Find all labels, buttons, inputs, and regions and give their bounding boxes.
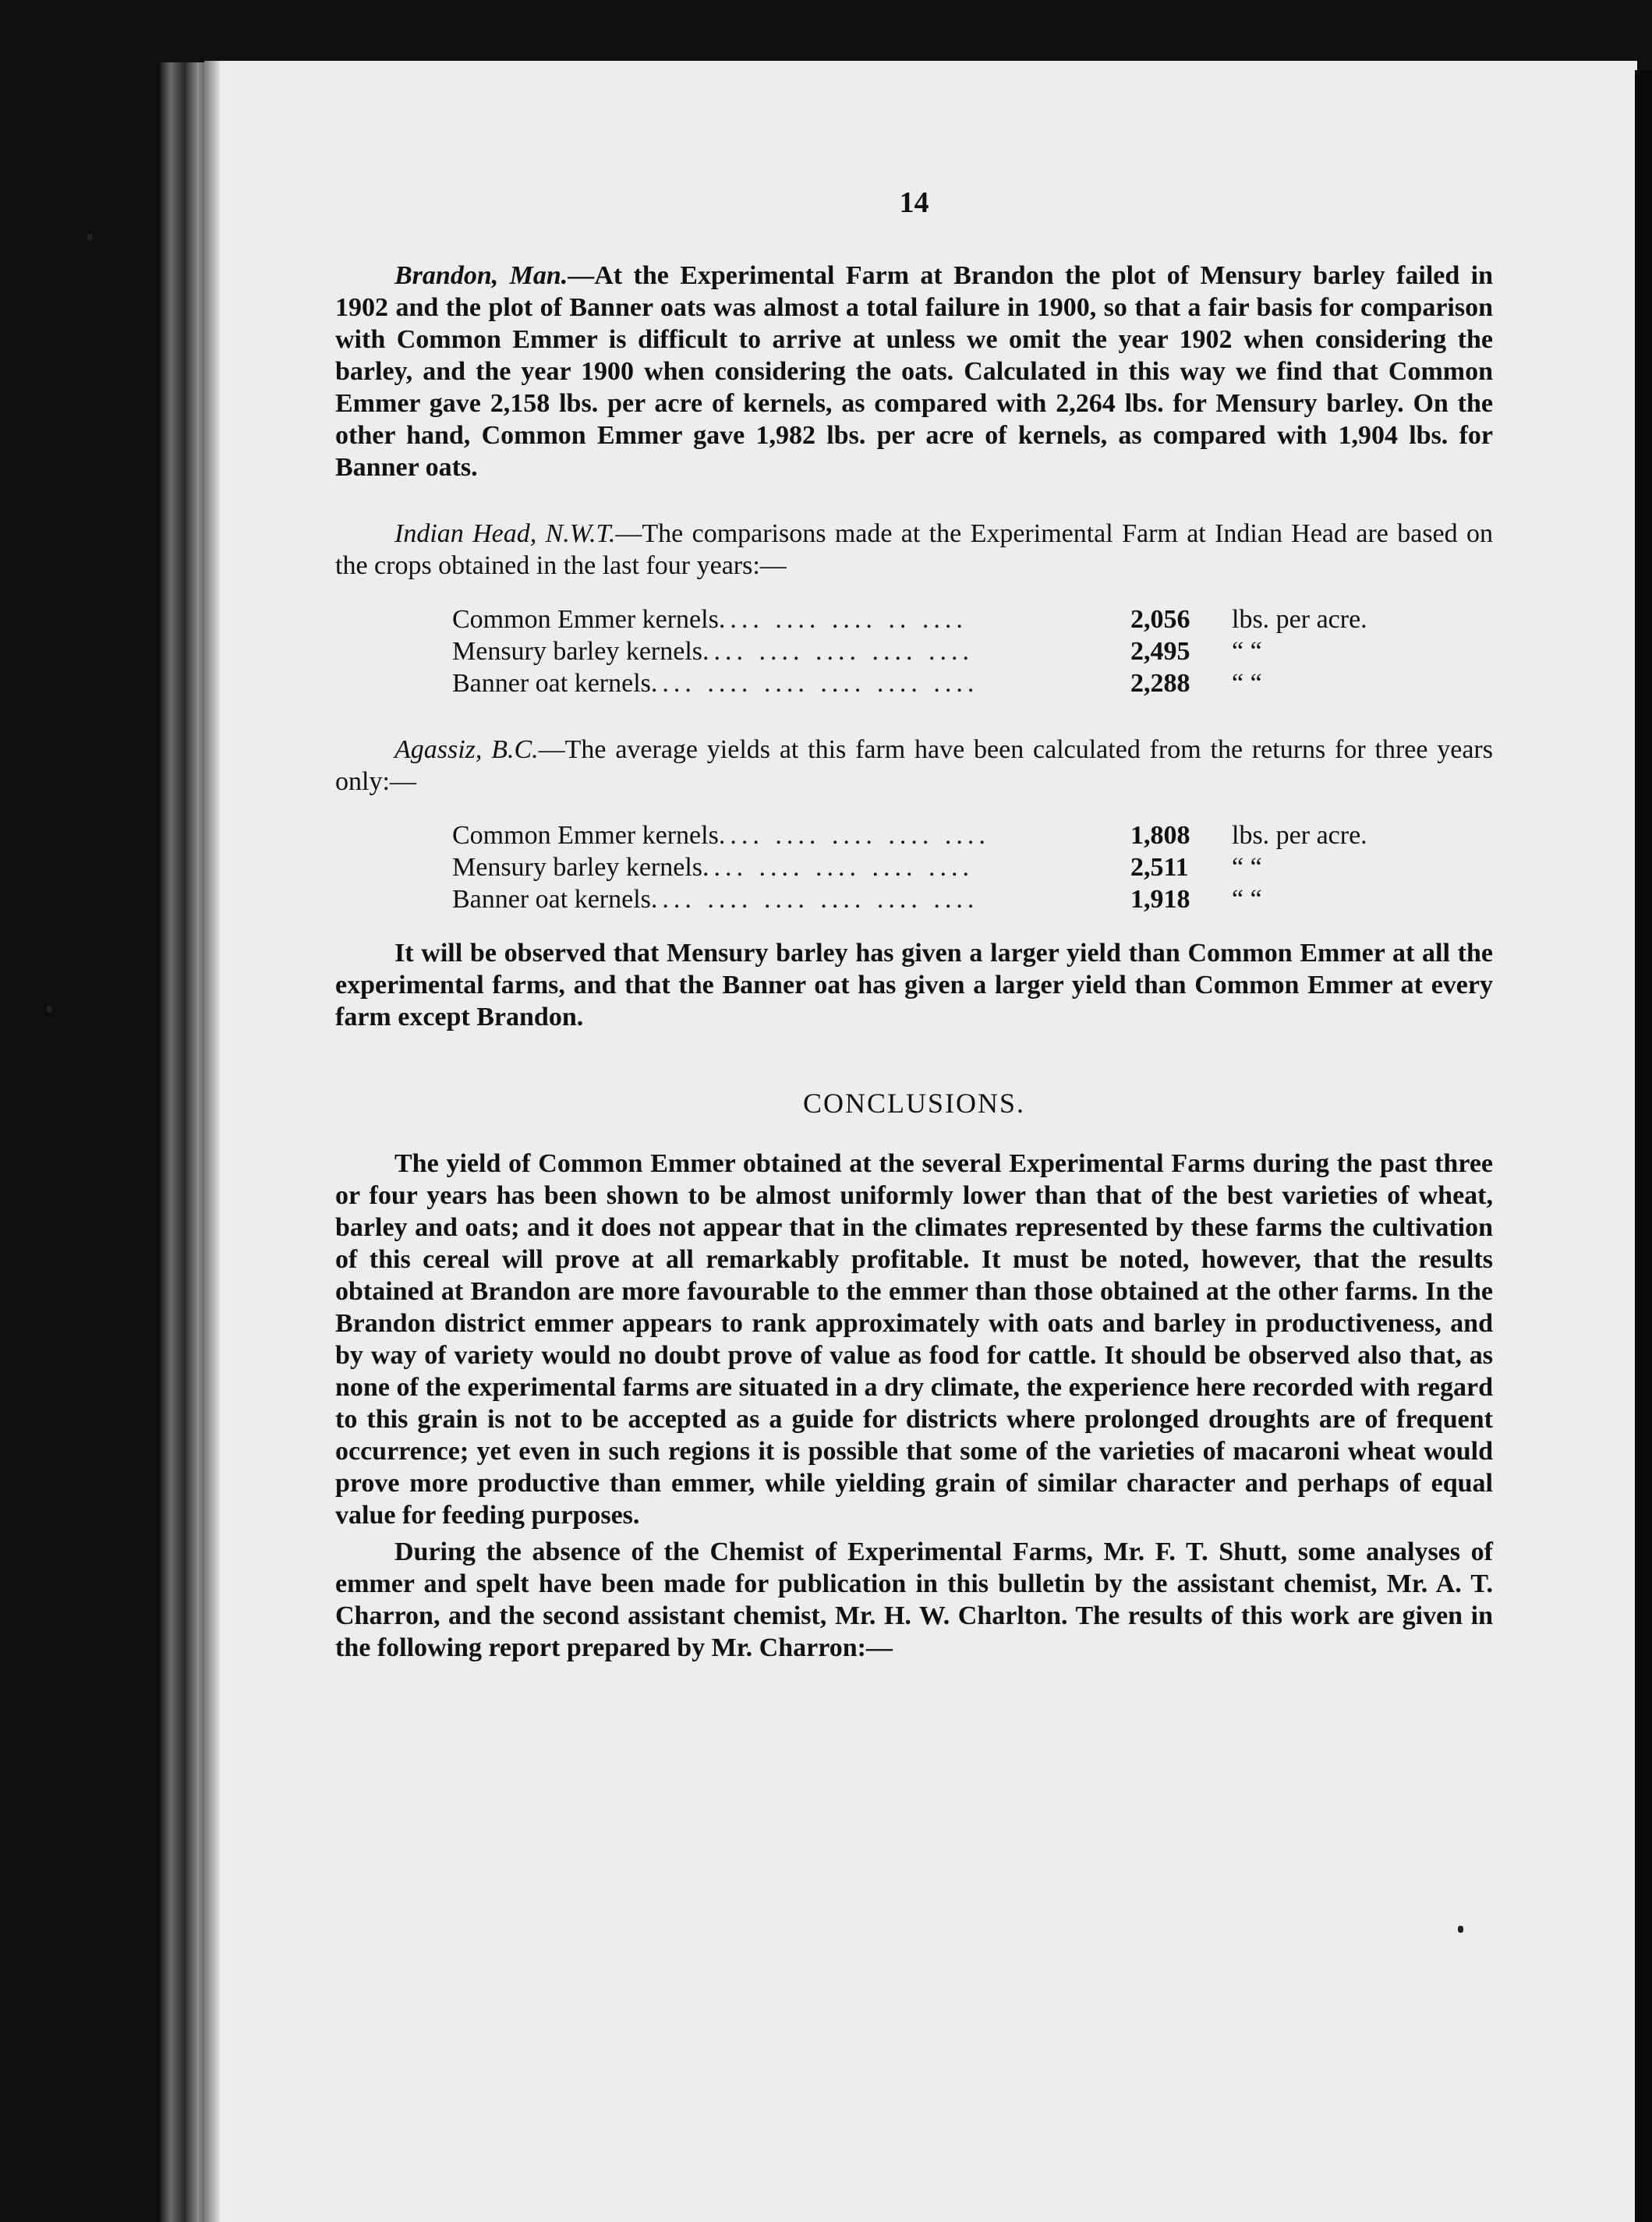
conclusions-paragraph-2: During the absence of the Chemist of Experimental Farms, Mr. F. T. Shutt, some analyses of emmer and spelt have been made for publication in this bulletin by the assistant chemist, Mr. A. T. Charron, and the second assistant chemist, Mr. H. W. Charlton. The results of this work are given in the following report prepared by Mr. Charron:— <box>335 1537 1493 1662</box>
row-label: Mensury barley kernels <box>452 637 703 666</box>
agassiz-yield-table <box>452 819 1411 915</box>
observation-text: It will be observed that Mensury barley has given a larger yield than Common Emmer at all the experimental farms, and that the Banner oat has given a larger yield than Common Emmer at every farm except Brandon. <box>335 939 1493 1031</box>
row-value: 2,495 <box>1130 637 1190 666</box>
row-unit: lbs. per acre. <box>1232 821 1367 850</box>
row-unit: “ “ <box>1232 669 1262 698</box>
brandon-text: —At the Experimental Farm at Brandon the plot of Mensury barley failed in 1902 and the plot of Banner oats was almost a total failure in 1900, so that a fair basis for comparison with Common Emmer is difficult to arrive at unless we omit the year 1902 when considering the barley, and the year 1900 when considering the oats. Calculated in this way we find that Common Emmer gave 2,158 lbs. per acre of kernels, as compared with 2,264 lbs. for Mensury barley. On the other hand, Common Emmer gave 1,982 lbs. per acre of kernels, as compared with 1,904 lbs. for Banner oats. <box>335 261 1493 482</box>
scan-speck <box>87 234 93 241</box>
scan-border <box>1635 70 1652 2222</box>
conclusions-paragraph-1: The yield of Common Emmer obtained at the several Experimental Farms during the past three or four years has been shown to be almost uniformly lower than that of the best varieties of wheat, barley and oats; and it does not appear that in the climates represented by these farms the cultivation of this cereal will prove at all remarkably profitable. It must be noted, however, that the results obtained at Brandon are more favourable to the emmer than those obtained at the other farms. In the Brandon district emmer appears to rank approximately with oats and barley in productiveness, and by way of variety would no doubt prove of value as food for cattle. It should be observed also that, as none of the experimental farms are situated in a dry climate, the experience here recorded with regard to this grain is not to be accepted as a guide for districts where prolonged droughts are of frequent occurrence; yet even in such regions it is possible that some of the varieties of macaroni wheat would prove more productive than emmer, while yielding grain of similar character and perhaps of equal value for feeding purposes. <box>335 1149 1493 1530</box>
scan-speck <box>1458 1926 1463 1933</box>
leader-dots: .... .... .... .... .... .... <box>650 669 979 698</box>
leader-dots: .... .... .... .... .... .... <box>650 885 979 914</box>
row-value: 2,056 <box>1130 605 1190 634</box>
table-row <box>452 667 1411 699</box>
section-heading: CONCLUSIONS. <box>802 1088 1026 1119</box>
observation-paragraph <box>335 937 1493 1033</box>
indian-head-yield-table <box>452 603 1411 699</box>
row-unit: lbs. per acre. <box>1232 605 1367 634</box>
row-value: 1,918 <box>1130 885 1190 914</box>
indian-head-text: —The comparisons made at the Experimental Farm at Indian Head are based on the crops obtained in the last four years:— <box>335 519 1493 580</box>
leader-dots: .... .... .... .... .... <box>702 637 975 666</box>
scan-speck <box>47 1006 52 1013</box>
row-value: 2,511 <box>1130 853 1189 882</box>
row-label: Common Emmer kernels <box>452 821 719 850</box>
leader-dots: .... .... .... .... .... <box>718 821 990 850</box>
table-row <box>452 819 1411 851</box>
table-row <box>452 635 1411 667</box>
row-label: Banner oat kernels <box>452 669 651 698</box>
brandon-paragraph <box>335 260 1493 483</box>
brandon-heading: Brandon, Man. <box>394 261 568 290</box>
row-label: Banner oat kernels <box>452 885 651 914</box>
page-number: 14 <box>899 186 929 219</box>
indian-head-paragraph <box>335 518 1493 582</box>
agassiz-paragraph <box>335 734 1493 798</box>
row-unit: “ “ <box>1232 637 1262 666</box>
page-gutter-shadow <box>204 61 220 2222</box>
table-row <box>452 883 1411 915</box>
row-unit: “ “ <box>1232 853 1262 882</box>
indian-head-heading: Indian Head, N.W.T. <box>394 519 616 548</box>
row-label: Mensury barley kernels <box>452 853 703 882</box>
table-row <box>452 851 1411 883</box>
agassiz-heading: Agassiz, B.C. <box>394 735 539 764</box>
agassiz-text: —The average yields at this farm have been calculated from the returns for three years only:— <box>335 735 1493 796</box>
row-unit: “ “ <box>1232 885 1262 914</box>
leader-dots: .... .... .... .... .... <box>702 853 975 882</box>
row-label: Common Emmer kernels <box>452 605 719 634</box>
page-text <box>335 187 1493 1664</box>
table-row <box>452 603 1411 635</box>
row-value: 1,808 <box>1130 821 1190 850</box>
row-value: 2,288 <box>1130 669 1190 698</box>
leader-dots: .... .... .... .. .... <box>718 605 967 634</box>
